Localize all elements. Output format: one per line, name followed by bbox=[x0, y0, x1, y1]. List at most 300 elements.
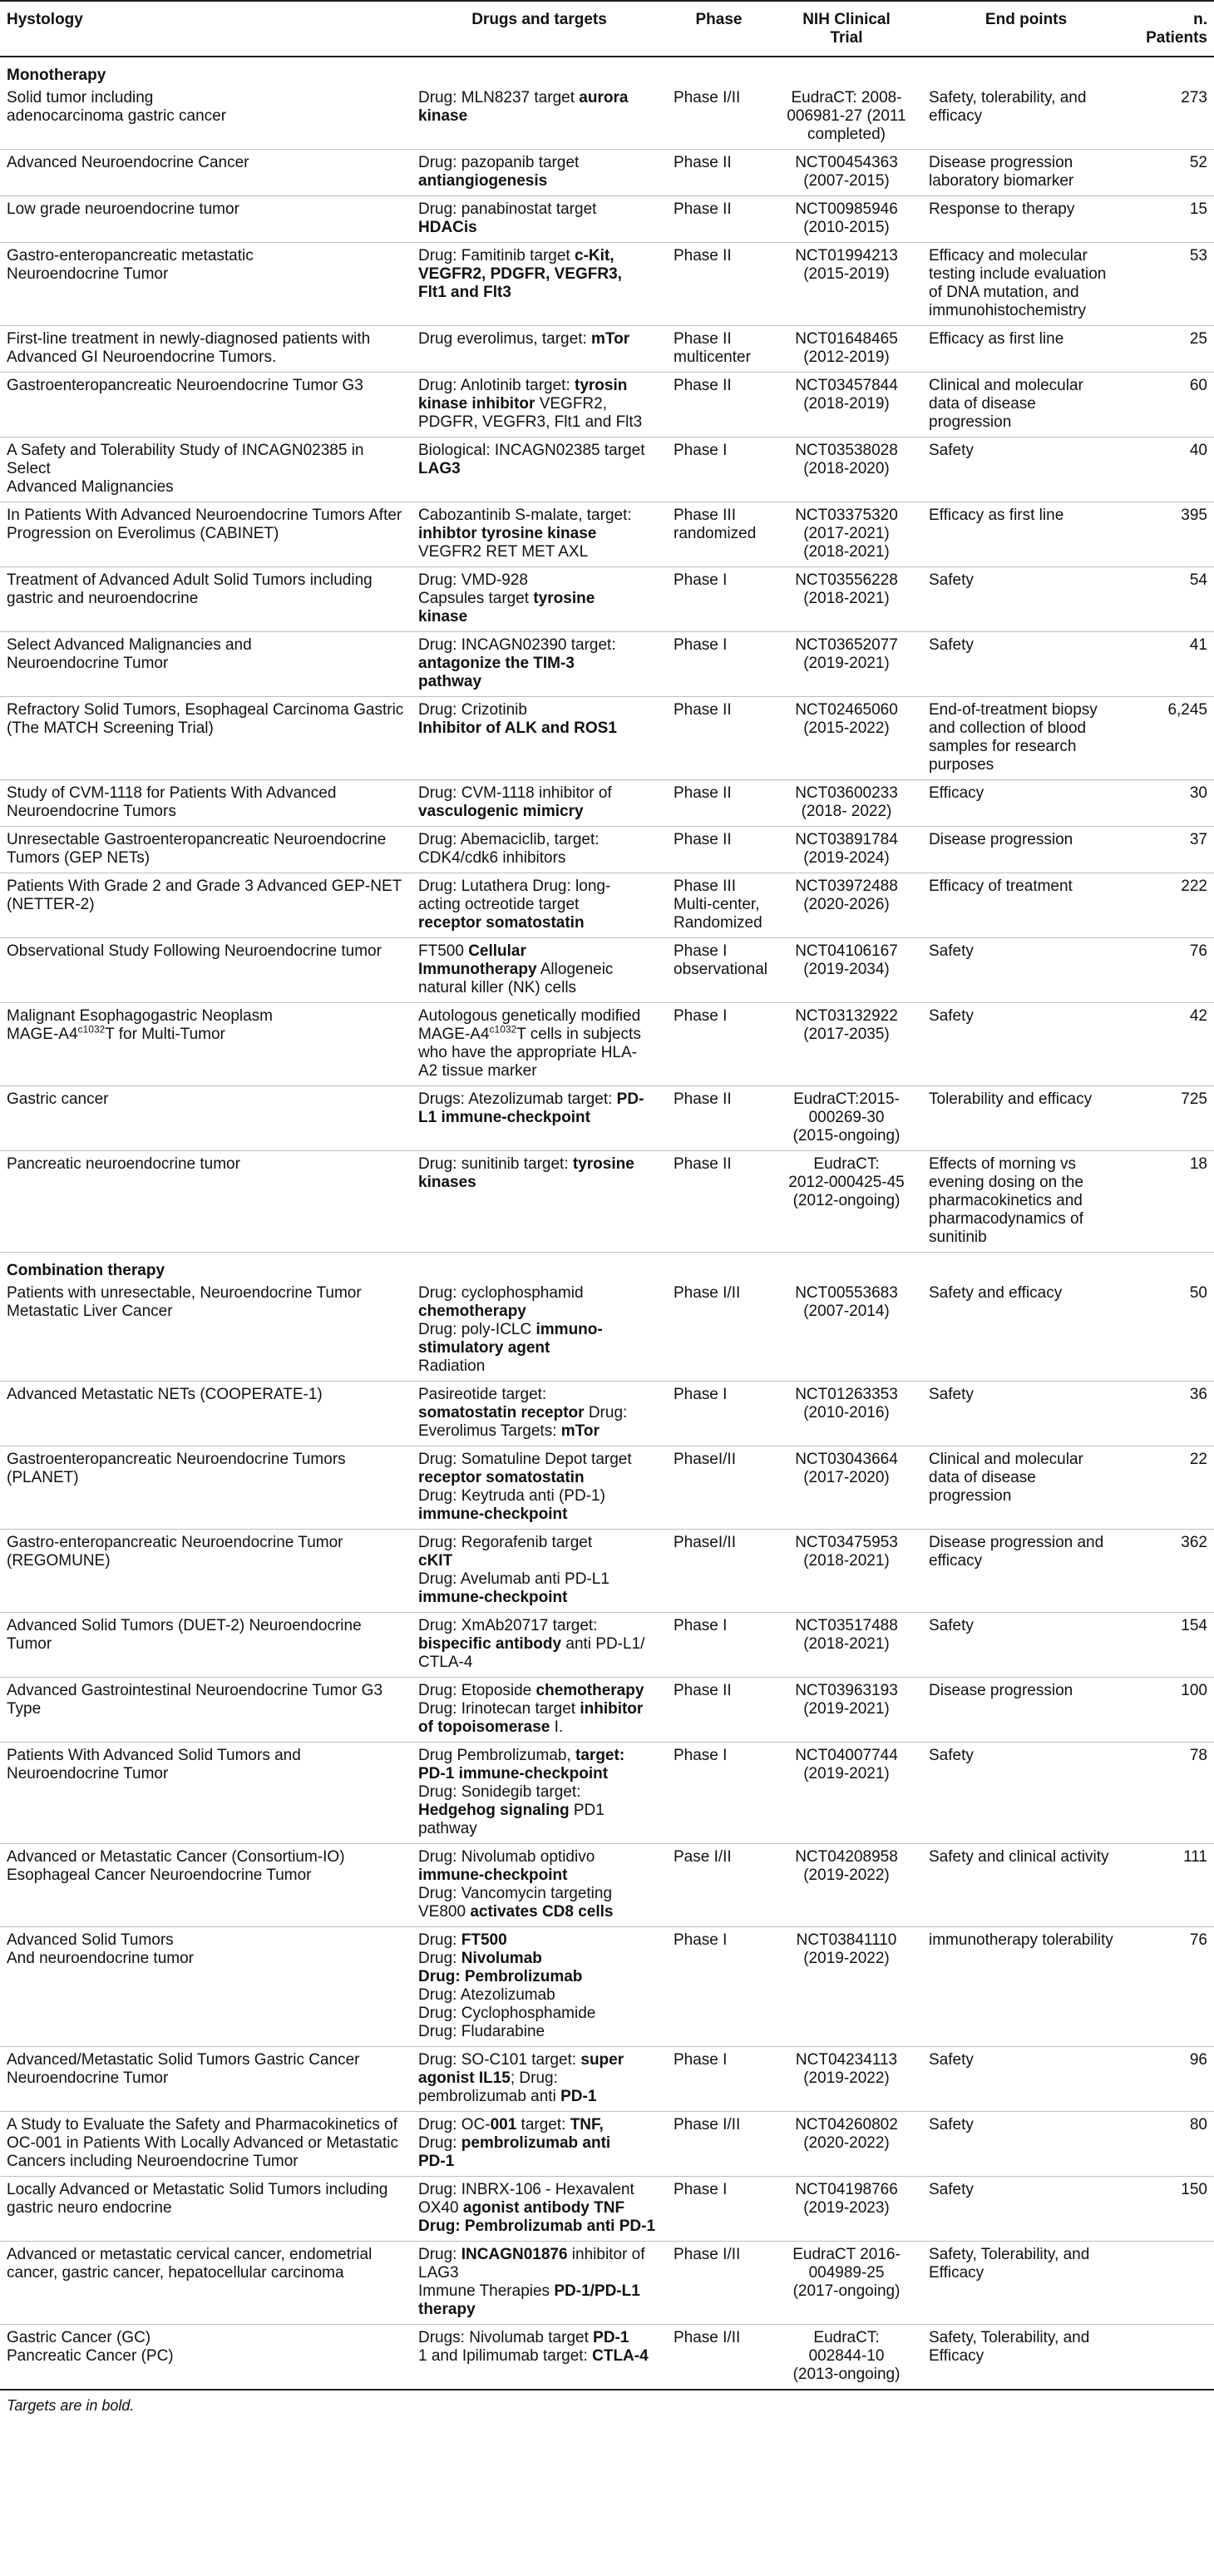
cell-drugs bbox=[412, 697, 667, 780]
nih-line: 2012-000425-45 bbox=[788, 1174, 905, 1191]
endpoint-line: immunohistochemistry bbox=[929, 302, 1086, 319]
target-text: mTor bbox=[560, 1422, 600, 1440]
phase-line: Phase II bbox=[674, 330, 732, 348]
target-text: Hedgehog signaling bbox=[418, 1802, 570, 1819]
cell-patients: 60 bbox=[1130, 373, 1214, 438]
nih-line: NCT04106167 bbox=[795, 942, 898, 960]
target-text: L1 immune-checkpoint bbox=[418, 1109, 590, 1126]
header-phase: Phase bbox=[667, 1, 771, 57]
cell-nih bbox=[771, 1927, 922, 2047]
table-row bbox=[0, 1613, 1214, 1678]
table-row bbox=[0, 2242, 1214, 2325]
endpoint-line: Clinical and molecular bbox=[929, 1451, 1083, 1468]
header-nih-line2: Trial bbox=[830, 29, 863, 47]
drug-text: Drug: CVM-1118 inhibitor of bbox=[418, 784, 612, 802]
nih-line: (2019-2021) bbox=[803, 655, 890, 672]
nih-line: NCT01263353 bbox=[795, 1386, 898, 1403]
drug-line bbox=[418, 1469, 660, 1487]
target-text: of topoisomerase bbox=[418, 1718, 550, 1736]
cell-endpoints bbox=[922, 373, 1130, 438]
endpoint-line: Safety, tolerability, and bbox=[929, 89, 1087, 106]
drug-text: Drug: bbox=[418, 2134, 461, 2152]
nih-line: (2018-2021) bbox=[803, 590, 890, 607]
cell-phase bbox=[667, 1382, 771, 1446]
drug-line bbox=[418, 2051, 660, 2069]
table-row bbox=[0, 1678, 1214, 1743]
table-row bbox=[0, 567, 1214, 632]
cell-histology bbox=[0, 1086, 412, 1151]
cell-drugs bbox=[412, 1003, 667, 1086]
drug-line bbox=[418, 1023, 660, 1044]
histology-line: cancer, gastric cancer, hepatocellular carcinoma bbox=[7, 2264, 344, 2282]
nih-line: NCT03517488 bbox=[795, 1617, 898, 1634]
phase-line: Phase I/II bbox=[674, 2116, 741, 2133]
drug-text: Drug: Atezolizumab bbox=[418, 1986, 555, 2004]
cell-nih bbox=[771, 1086, 922, 1151]
cell-histology bbox=[0, 2047, 412, 2112]
cell-nih bbox=[771, 502, 922, 567]
cell-endpoints bbox=[922, 1280, 1130, 1382]
phase-line: Phase I/II bbox=[674, 2329, 741, 2346]
table-row bbox=[0, 243, 1214, 326]
drug-line bbox=[418, 1062, 660, 1080]
cell-patients: 53 bbox=[1130, 243, 1214, 326]
endpoint-line: Disease progression bbox=[929, 1682, 1073, 1699]
cell-drugs bbox=[412, 632, 667, 697]
cell-drugs bbox=[412, 1530, 667, 1613]
drug-line bbox=[418, 1885, 660, 1903]
drug-text: OX40 bbox=[418, 2199, 463, 2217]
cell-phase bbox=[667, 2047, 771, 2112]
cell-patients: 52 bbox=[1130, 150, 1214, 196]
nih-line: NCT03475953 bbox=[795, 1534, 898, 1551]
cell-drugs bbox=[412, 2047, 667, 2112]
drug-text: Drug: bbox=[418, 2246, 461, 2263]
nih-line: (2018-2019) bbox=[803, 395, 890, 413]
drug-line bbox=[418, 2023, 660, 2041]
drug-line bbox=[418, 1747, 660, 1765]
phase-line: randomized bbox=[674, 525, 757, 542]
drug-text: Drug: Etoposide bbox=[418, 1682, 536, 1699]
endpoint-line: Efficacy bbox=[929, 784, 985, 802]
cell-histology bbox=[0, 567, 412, 632]
cell-phase bbox=[667, 1678, 771, 1743]
cell-histology bbox=[0, 1446, 412, 1530]
histology-line: MAGE-$A4^{c1032}T$ for Multi-Tumor bbox=[7, 1023, 225, 1043]
cell-phase bbox=[667, 938, 771, 1003]
cell-drugs bbox=[412, 938, 667, 1003]
cell-histology bbox=[0, 938, 412, 1003]
target-text: tyrosine bbox=[533, 590, 595, 607]
histology-line: A Safety and Tolerability Study of INCAGN02385 in Select bbox=[7, 442, 364, 477]
cell-histology bbox=[0, 502, 412, 567]
drug-text: Biological: INCAGN02385 target bbox=[418, 442, 645, 459]
endpoint-line: efficacy bbox=[929, 107, 983, 125]
endpoint-line: Efficacy as first line bbox=[929, 507, 1064, 524]
target-text: vasculogenic mimicry bbox=[418, 803, 584, 820]
endpoint-line: of DNA mutation, and bbox=[929, 284, 1079, 301]
drug-text: Drug: OC- bbox=[418, 2116, 491, 2133]
cell-endpoints bbox=[922, 1446, 1130, 1530]
drug-line bbox=[418, 1866, 660, 1885]
drug-text: Drug: Cyclophosphamide bbox=[418, 2005, 596, 2022]
endpoint-line: Tolerability and efficacy bbox=[929, 1090, 1093, 1108]
cell-histology bbox=[0, 1678, 412, 1743]
nih-line: NCT03963193 bbox=[795, 1682, 898, 1699]
section-row bbox=[0, 1253, 1214, 1281]
nih-line: (2010-2016) bbox=[803, 1404, 890, 1421]
cell-histology bbox=[0, 2325, 412, 2391]
cell-endpoints bbox=[922, 632, 1130, 697]
table-row bbox=[0, 196, 1214, 243]
drug-text: Drug: cyclophosphamid bbox=[418, 1284, 584, 1302]
histology-line: Cancers including Neuroendocrine Tumor bbox=[7, 2153, 299, 2170]
target-text: Inhibitor of ALK and ROS1 bbox=[418, 719, 617, 737]
cell-patients: 273 bbox=[1130, 85, 1214, 150]
drug-line bbox=[418, 1635, 660, 1654]
target-text: pembrolizumab anti bbox=[461, 2134, 611, 2152]
nih-line: (2017-2035) bbox=[803, 1026, 890, 1043]
drug-text: acting octreotide target bbox=[418, 896, 580, 913]
histology-line: Advanced Solid Tumors (DUET-2) Neuroendocrine Tumor bbox=[7, 1617, 362, 1653]
nih-line: 002844-10 bbox=[808, 2347, 885, 2365]
cell-histology bbox=[0, 1280, 412, 1382]
target-text: PD-1 bbox=[418, 2153, 455, 2170]
cell-phase bbox=[667, 2112, 771, 2177]
drug-text: Drug everolimus, target: bbox=[418, 330, 592, 348]
endpoint-line: Safety bbox=[929, 1617, 974, 1634]
table-row bbox=[0, 1003, 1214, 1086]
histology-line: Patients With Grade 2 and Grade 3 Advanced GEP-NET bbox=[7, 878, 402, 895]
header-patients bbox=[1130, 1, 1214, 57]
drug-line bbox=[418, 2116, 660, 2134]
nih-line: NCT03375320 bbox=[795, 507, 898, 524]
phase-line: Phase II bbox=[674, 247, 732, 265]
drug-line bbox=[418, 1321, 660, 1339]
cell-endpoints bbox=[922, 2112, 1130, 2177]
cell-patients bbox=[1130, 2242, 1214, 2325]
endpoint-line: Safety, Tolerability, and bbox=[929, 2329, 1090, 2346]
endpoint-line: Response to therapy bbox=[929, 200, 1075, 218]
phase-line: Phase I bbox=[674, 1931, 728, 1949]
target-text: Drug: Pembrolizumab bbox=[418, 1968, 583, 1985]
drug-line bbox=[418, 961, 660, 979]
drug-line bbox=[418, 377, 660, 395]
histology-line: gastric and neuroendocrine bbox=[7, 590, 199, 607]
cell-drugs bbox=[412, 2112, 667, 2177]
drug-text: PD1 bbox=[569, 1802, 605, 1819]
drug-text: Radiation bbox=[418, 1357, 486, 1375]
histology-line: Advanced Gastrointestinal Neuroendocrine Tumor G3 bbox=[7, 1682, 383, 1699]
drug-line bbox=[418, 2088, 660, 2106]
cell-nih bbox=[771, 1280, 922, 1382]
drug-line bbox=[418, 1487, 660, 1506]
cell-drugs bbox=[412, 1613, 667, 1678]
cell-histology bbox=[0, 1927, 412, 2047]
cell-histology bbox=[0, 827, 412, 873]
target-text: immune-checkpoint bbox=[418, 1589, 568, 1606]
drug-text: Drug: Famitinib target bbox=[418, 247, 575, 265]
phase-line: PhaseI/II bbox=[674, 1451, 736, 1468]
histology-line: Tumors (GEP NETs) bbox=[7, 849, 151, 867]
histology-line: Gastric cancer bbox=[7, 1090, 109, 1108]
drug-line bbox=[418, 1284, 660, 1303]
phase-line: Pase I/II bbox=[674, 1848, 732, 1866]
cell-drugs bbox=[412, 326, 667, 373]
drug-text: VEGFR2, bbox=[535, 395, 607, 413]
drug-line bbox=[418, 265, 660, 284]
drug-text: Drug: bbox=[418, 1950, 461, 1967]
cell-phase bbox=[667, 243, 771, 326]
drug-line bbox=[418, 2199, 660, 2218]
drug-line bbox=[418, 172, 660, 190]
nih-line: (2020-2022) bbox=[803, 2134, 890, 2152]
drug-line bbox=[418, 107, 660, 126]
nih-line: NCT03841110 bbox=[796, 1931, 897, 1949]
drug-line bbox=[418, 1617, 660, 1635]
endpoint-line: Safety bbox=[929, 571, 974, 589]
histology-line: And neuroendocrine tumor bbox=[7, 1950, 194, 1967]
target-text: therapy bbox=[418, 2301, 476, 2318]
cell-endpoints bbox=[922, 1086, 1130, 1151]
cell-phase bbox=[667, 780, 771, 827]
target-text: INCAGN01876 bbox=[461, 2246, 568, 2263]
drug-line bbox=[418, 154, 660, 172]
drug-line bbox=[418, 2069, 660, 2088]
header-histology: Hystology bbox=[0, 1, 412, 57]
drug-line bbox=[418, 803, 660, 821]
drug-line bbox=[418, 1765, 660, 1783]
nih-line: (2019-2022) bbox=[803, 1866, 890, 1884]
drug-text: anti PD-L1/ bbox=[561, 1635, 645, 1653]
drug-text: Drug: poly-ICLC bbox=[418, 1321, 536, 1338]
cell-endpoints bbox=[922, 1382, 1130, 1446]
cell-nih bbox=[771, 1613, 922, 1678]
nih-line: NCT03132922 bbox=[795, 1007, 898, 1025]
drug-line bbox=[418, 1682, 660, 1700]
cell-histology bbox=[0, 1151, 412, 1253]
endpoint-line: Efficacy bbox=[929, 2347, 985, 2365]
drug-line bbox=[418, 89, 660, 107]
phase-line: Randomized bbox=[674, 914, 762, 932]
drug-line bbox=[418, 395, 660, 413]
nih-line: (2013-ongoing) bbox=[792, 2366, 901, 2383]
endpoint-line: Safety bbox=[929, 942, 974, 960]
cell-drugs bbox=[412, 373, 667, 438]
cell-patients: 150 bbox=[1130, 2177, 1214, 2242]
drug-line bbox=[418, 1820, 660, 1838]
drug-line bbox=[418, 608, 660, 626]
drug-text: pembrolizumab anti bbox=[418, 2088, 561, 2105]
table-row bbox=[0, 632, 1214, 697]
drug-line bbox=[418, 2347, 660, 2366]
nih-line: (2019-2023) bbox=[803, 2199, 890, 2217]
cell-endpoints bbox=[922, 2242, 1130, 2325]
table-row bbox=[0, 326, 1214, 373]
table-row bbox=[0, 85, 1214, 150]
nih-line: (2018-2020) bbox=[803, 460, 890, 477]
target-text: aurora bbox=[579, 89, 629, 106]
drug-line bbox=[418, 1109, 660, 1127]
drug-line bbox=[418, 1044, 660, 1062]
nih-line: (2018- 2022) bbox=[801, 803, 892, 820]
cell-patients: 96 bbox=[1130, 2047, 1214, 2112]
drug-text: Everolimus Targets: bbox=[418, 1422, 561, 1440]
drug-line bbox=[418, 1570, 660, 1589]
drug-text: Drug: Regorafenib target bbox=[418, 1534, 593, 1551]
histology-line: Pancreatic Cancer (PC) bbox=[7, 2347, 174, 2365]
cell-histology bbox=[0, 326, 412, 373]
drug-line bbox=[418, 655, 660, 673]
drug-text: Drug: Crizotinib bbox=[418, 701, 527, 719]
histology-line: Select Advanced Malignancies and bbox=[7, 636, 252, 654]
header-patients-line2: Patients bbox=[1146, 29, 1207, 47]
table-row bbox=[0, 827, 1214, 873]
endpoint-line: sunitinib bbox=[929, 1229, 987, 1246]
target-text: Drug: Pembrolizumab anti PD-1 bbox=[418, 2218, 656, 2235]
cell-patients: 22 bbox=[1130, 1446, 1214, 1530]
drug-text: Drug: MLN8237 target bbox=[418, 89, 580, 106]
histology-line: Esophageal Cancer Neuroendocrine Tumor bbox=[7, 1866, 312, 1884]
drug-line bbox=[418, 719, 660, 738]
cell-drugs bbox=[412, 243, 667, 326]
histology-line: Gastro-enteropancreatic Neuroendocrine Tumor bbox=[7, 1534, 343, 1551]
target-text: c-Kit, bbox=[574, 247, 614, 265]
histology-line: Type bbox=[7, 1700, 42, 1718]
phase-line: Phase I/II bbox=[674, 1284, 741, 1302]
cell-nih bbox=[771, 196, 922, 243]
cell-endpoints bbox=[922, 2047, 1130, 2112]
phase-line: Phase III bbox=[674, 507, 736, 524]
cell-nih bbox=[771, 150, 922, 196]
drug-line bbox=[418, 1404, 660, 1422]
drug-text: ; Drug: bbox=[510, 2069, 558, 2087]
header-endpoints: End points bbox=[922, 1, 1130, 57]
endpoint-line: Safety bbox=[929, 1386, 974, 1403]
histology-line: Treatment of Advanced Adult Solid Tumors including bbox=[7, 571, 373, 589]
cell-phase bbox=[667, 373, 771, 438]
header-patients-line1: n. bbox=[1193, 11, 1207, 28]
phase-line: multicenter bbox=[674, 349, 751, 366]
cell-nih bbox=[771, 938, 922, 1003]
histology-line: adenocarcinoma gastric cancer bbox=[7, 107, 227, 125]
cell-endpoints bbox=[922, 697, 1130, 780]
phase-line: Phase I bbox=[674, 942, 728, 960]
nih-line: (2015-2022) bbox=[803, 719, 890, 737]
phase-line: Phase II bbox=[674, 784, 732, 802]
cell-patients: 18 bbox=[1130, 1151, 1214, 1253]
histology-line: Advanced Metastatic NETs (COOPERATE-1) bbox=[7, 1386, 323, 1403]
endpoint-line: Disease progression and bbox=[929, 1534, 1104, 1551]
endpoint-line: Efficacy as first line bbox=[929, 330, 1064, 348]
histology-line: Neuroendocrine Tumor bbox=[7, 2069, 169, 2087]
cell-drugs bbox=[412, 1678, 667, 1743]
drug-line bbox=[418, 1534, 660, 1552]
cell-histology bbox=[0, 85, 412, 150]
drug-text: Drug: VMD-928 bbox=[418, 571, 528, 589]
cell-histology bbox=[0, 697, 412, 780]
drug-text: pathway bbox=[418, 1820, 477, 1837]
endpoint-line: samples for research bbox=[929, 738, 1077, 755]
cell-phase bbox=[667, 2325, 771, 2391]
drug-text: 1 and Ipilimumab target: bbox=[418, 2347, 593, 2365]
cell-endpoints bbox=[922, 2177, 1130, 2242]
histology-line: OC-001 in Patients With Locally Advanced or Metastatic bbox=[7, 2134, 399, 2152]
endpoint-line: pharmacokinetics and bbox=[929, 1192, 1083, 1209]
drug-text: Immune Therapies bbox=[418, 2282, 555, 2300]
cell-phase bbox=[667, 1743, 771, 1844]
drug-text: PDGFR, VEGFR3, Flt1 and Flt3 bbox=[418, 413, 643, 431]
cell-patients: 42 bbox=[1130, 1003, 1214, 1086]
cell-nih bbox=[771, 2047, 922, 2112]
phase-line: observational bbox=[674, 961, 768, 978]
cell-nih bbox=[771, 1151, 922, 1253]
phase-line: Phase II bbox=[674, 154, 732, 171]
endpoint-line: laboratory biomarker bbox=[929, 172, 1074, 190]
histology-line: Advanced/Metastatic Solid Tumors Gastric Cancer bbox=[7, 2051, 360, 2069]
histology-line: Pancreatic neuroendocrine tumor bbox=[7, 1155, 240, 1173]
target-text: FT500 bbox=[461, 1931, 507, 1949]
phase-line: Phase II bbox=[674, 200, 732, 218]
drug-line bbox=[418, 590, 660, 608]
target-text: LAG3 bbox=[418, 460, 461, 477]
cell-endpoints bbox=[922, 502, 1130, 567]
nih-line: (2010-2015) bbox=[803, 219, 890, 236]
target-text: PD-1 bbox=[593, 2329, 629, 2346]
nih-line: (2018-2021) bbox=[803, 543, 890, 561]
histology-line: Gastroenteropancreatic Neuroendocrine Tumors (PLANET) bbox=[7, 1451, 346, 1486]
drug-line bbox=[418, 2301, 660, 2319]
drug-text: CTLA-4 bbox=[418, 1654, 473, 1671]
drug-line bbox=[418, 914, 660, 932]
nih-line: (2017-2021) bbox=[803, 525, 890, 542]
drug-text: T cells in subjects bbox=[516, 1026, 641, 1043]
nih-line: NCT03457844 bbox=[795, 377, 898, 394]
nih-line: NCT00553683 bbox=[795, 1284, 898, 1302]
target-text: agonist IL15 bbox=[418, 2069, 511, 2087]
target-text: target: bbox=[575, 1747, 625, 1764]
cell-drugs bbox=[412, 780, 667, 827]
phase-line: Phase II bbox=[674, 1155, 732, 1173]
cell-patients: 6,245 bbox=[1130, 697, 1214, 780]
cell-phase bbox=[667, 1151, 771, 1253]
nih-line: EudraCT: 2008- bbox=[791, 89, 902, 106]
drug-line bbox=[418, 1931, 660, 1950]
cell-nih bbox=[771, 1678, 922, 1743]
target-text: inhibtor tyrosine kinase bbox=[418, 525, 597, 542]
nih-line: NCT03043664 bbox=[795, 1451, 898, 1468]
drug-line bbox=[418, 1950, 660, 1968]
table-row bbox=[0, 2325, 1214, 2391]
nih-line: NCT03600233 bbox=[795, 784, 898, 802]
drug-line bbox=[418, 673, 660, 691]
cell-histology bbox=[0, 438, 412, 502]
cell-histology bbox=[0, 873, 412, 938]
drug-text: Drug: SO-C101 target: bbox=[418, 2051, 581, 2069]
endpoint-line: and collection of blood bbox=[929, 719, 1087, 737]
histology-line: Locally Advanced or Metastatic Solid Tumors including bbox=[7, 2181, 388, 2198]
nih-line: (2012-2019) bbox=[803, 349, 890, 366]
drug-text: Drug: Avelumab anti PD-L1 bbox=[418, 1570, 609, 1588]
endpoint-line: Safety bbox=[929, 1747, 974, 1764]
endpoint-line: Effects of morning vs bbox=[929, 1155, 1077, 1173]
drug-line bbox=[418, 636, 660, 655]
drug-line bbox=[418, 525, 660, 543]
cell-histology bbox=[0, 196, 412, 243]
drug-text: Drug: XmAb20717 target: bbox=[418, 1617, 598, 1634]
cell-nih bbox=[771, 2177, 922, 2242]
histology-line: (NETTER-2) bbox=[7, 896, 95, 913]
